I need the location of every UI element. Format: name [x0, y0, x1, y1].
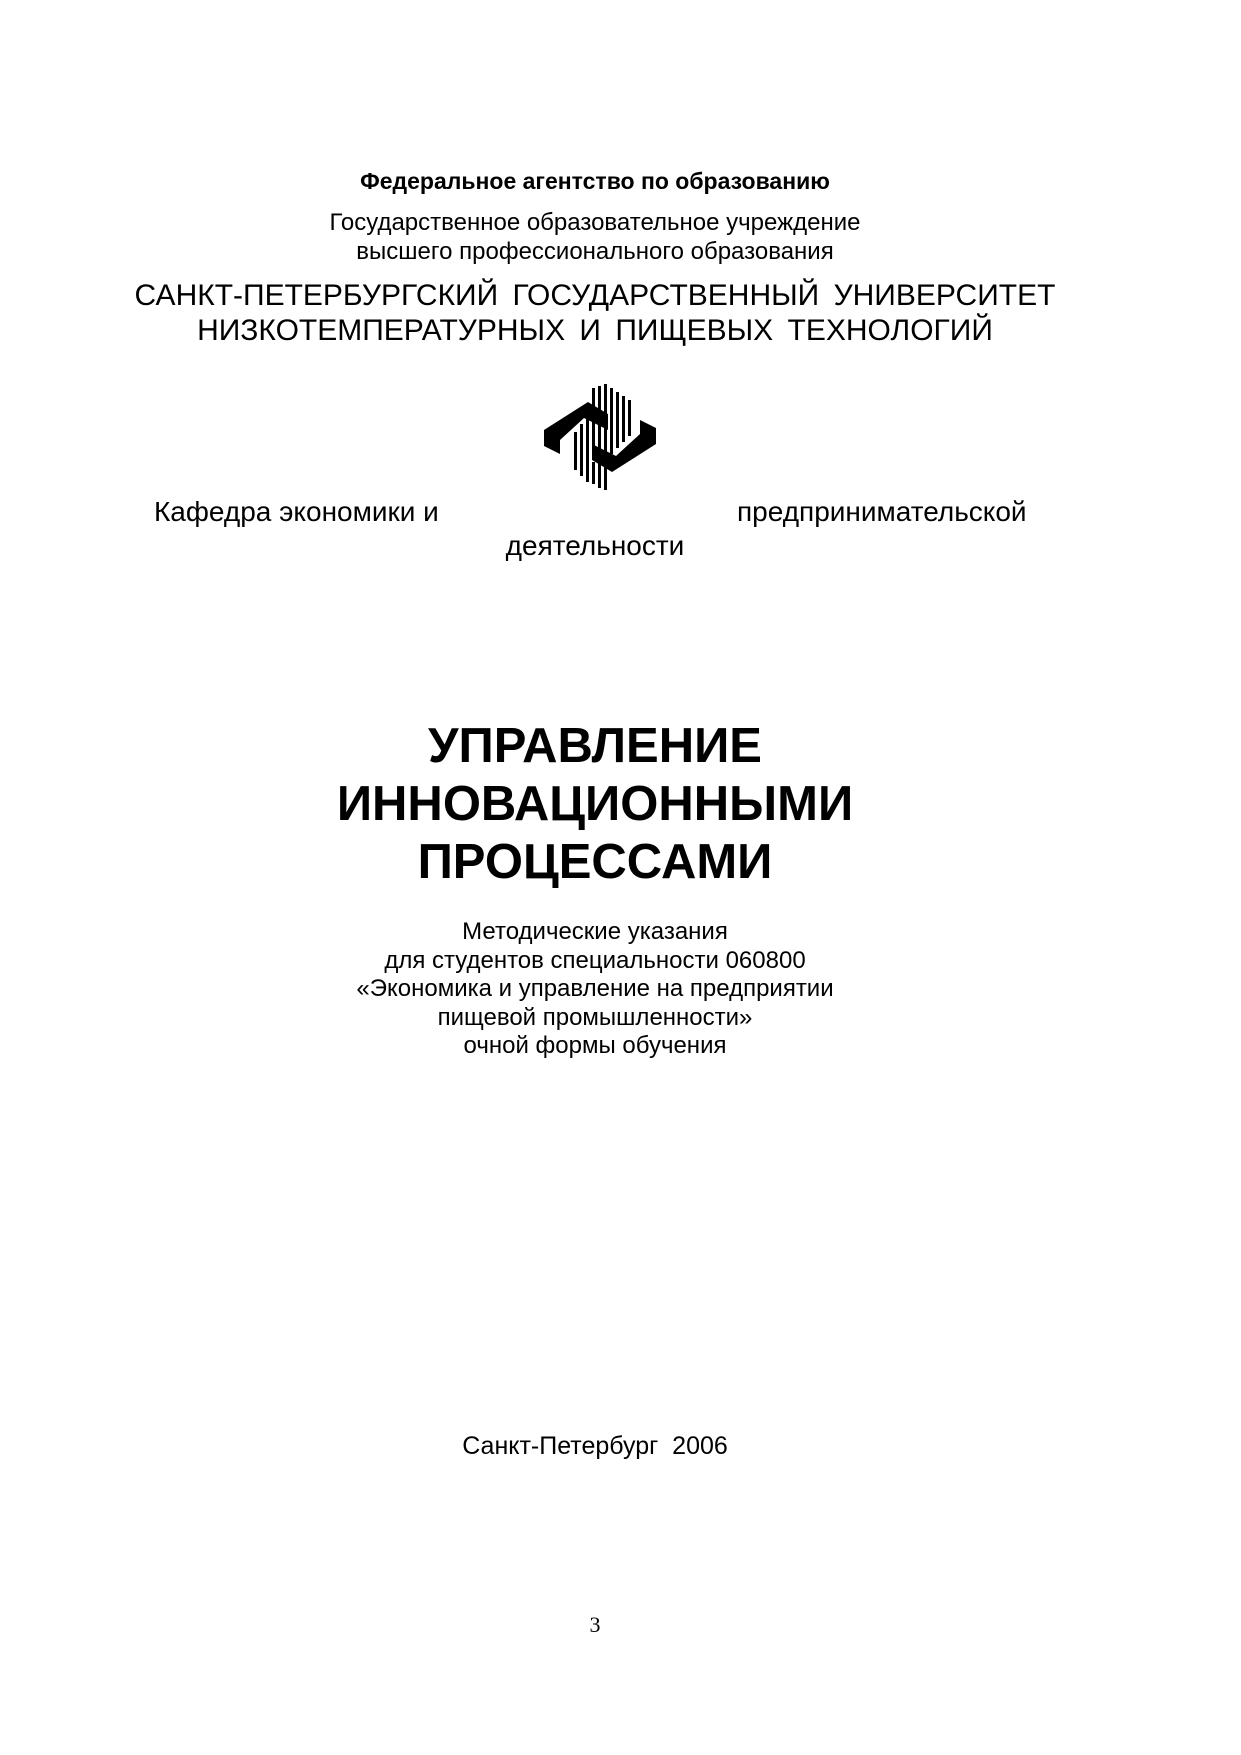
- city-year: Санкт-Петербург 2006: [462, 1432, 728, 1460]
- university-name-line-2: НИЗКОТЕМПЕРАТУРНЫХ И ПИЩЕВЫХ ТЕХНОЛОГИЙ: [197, 314, 993, 347]
- page-number: 3: [589, 1612, 601, 1637]
- university-name-line-1: САНКТ-ПЕТЕРБУРГСКИЙ ГОСУДАРСТВЕННЫЙ УНИВЕРСИТЕТ: [134, 279, 1056, 312]
- agency-name: Федеральное агентство по образованию: [360, 168, 830, 194]
- institution-line-1: Государственное образовательное учреждение: [329, 209, 861, 236]
- document-title: [0, 717, 1190, 891]
- department-name-part-3: деятельности: [505, 530, 685, 561]
- document-subtitle: [0, 918, 1190, 1061]
- subtitle-line-3: «Экономика и управление на предприятии: [356, 975, 834, 1002]
- university-emblem-icon: [544, 384, 656, 490]
- title-line-3: ПРОЦЕССАМИ: [417, 835, 773, 889]
- department-name-part-2: предпринимательской: [737, 496, 1027, 527]
- subtitle-line-5: очной формы обучения: [463, 1032, 727, 1059]
- institution-line-2: высшего профессионального образования: [356, 238, 834, 265]
- title-line-1: УПРАВЛЕНИЕ: [428, 719, 762, 773]
- subtitle-line-2: для студентов специальности 060800: [384, 946, 806, 974]
- subtitle-line-4: пищевой промышленности»: [437, 1003, 753, 1031]
- subtitle-line-1: Методические указания: [462, 918, 728, 945]
- department-name-part-1: Кафедра экономики и: [154, 496, 439, 527]
- title-line-2: ИННОВАЦИОННЫМИ: [336, 777, 854, 831]
